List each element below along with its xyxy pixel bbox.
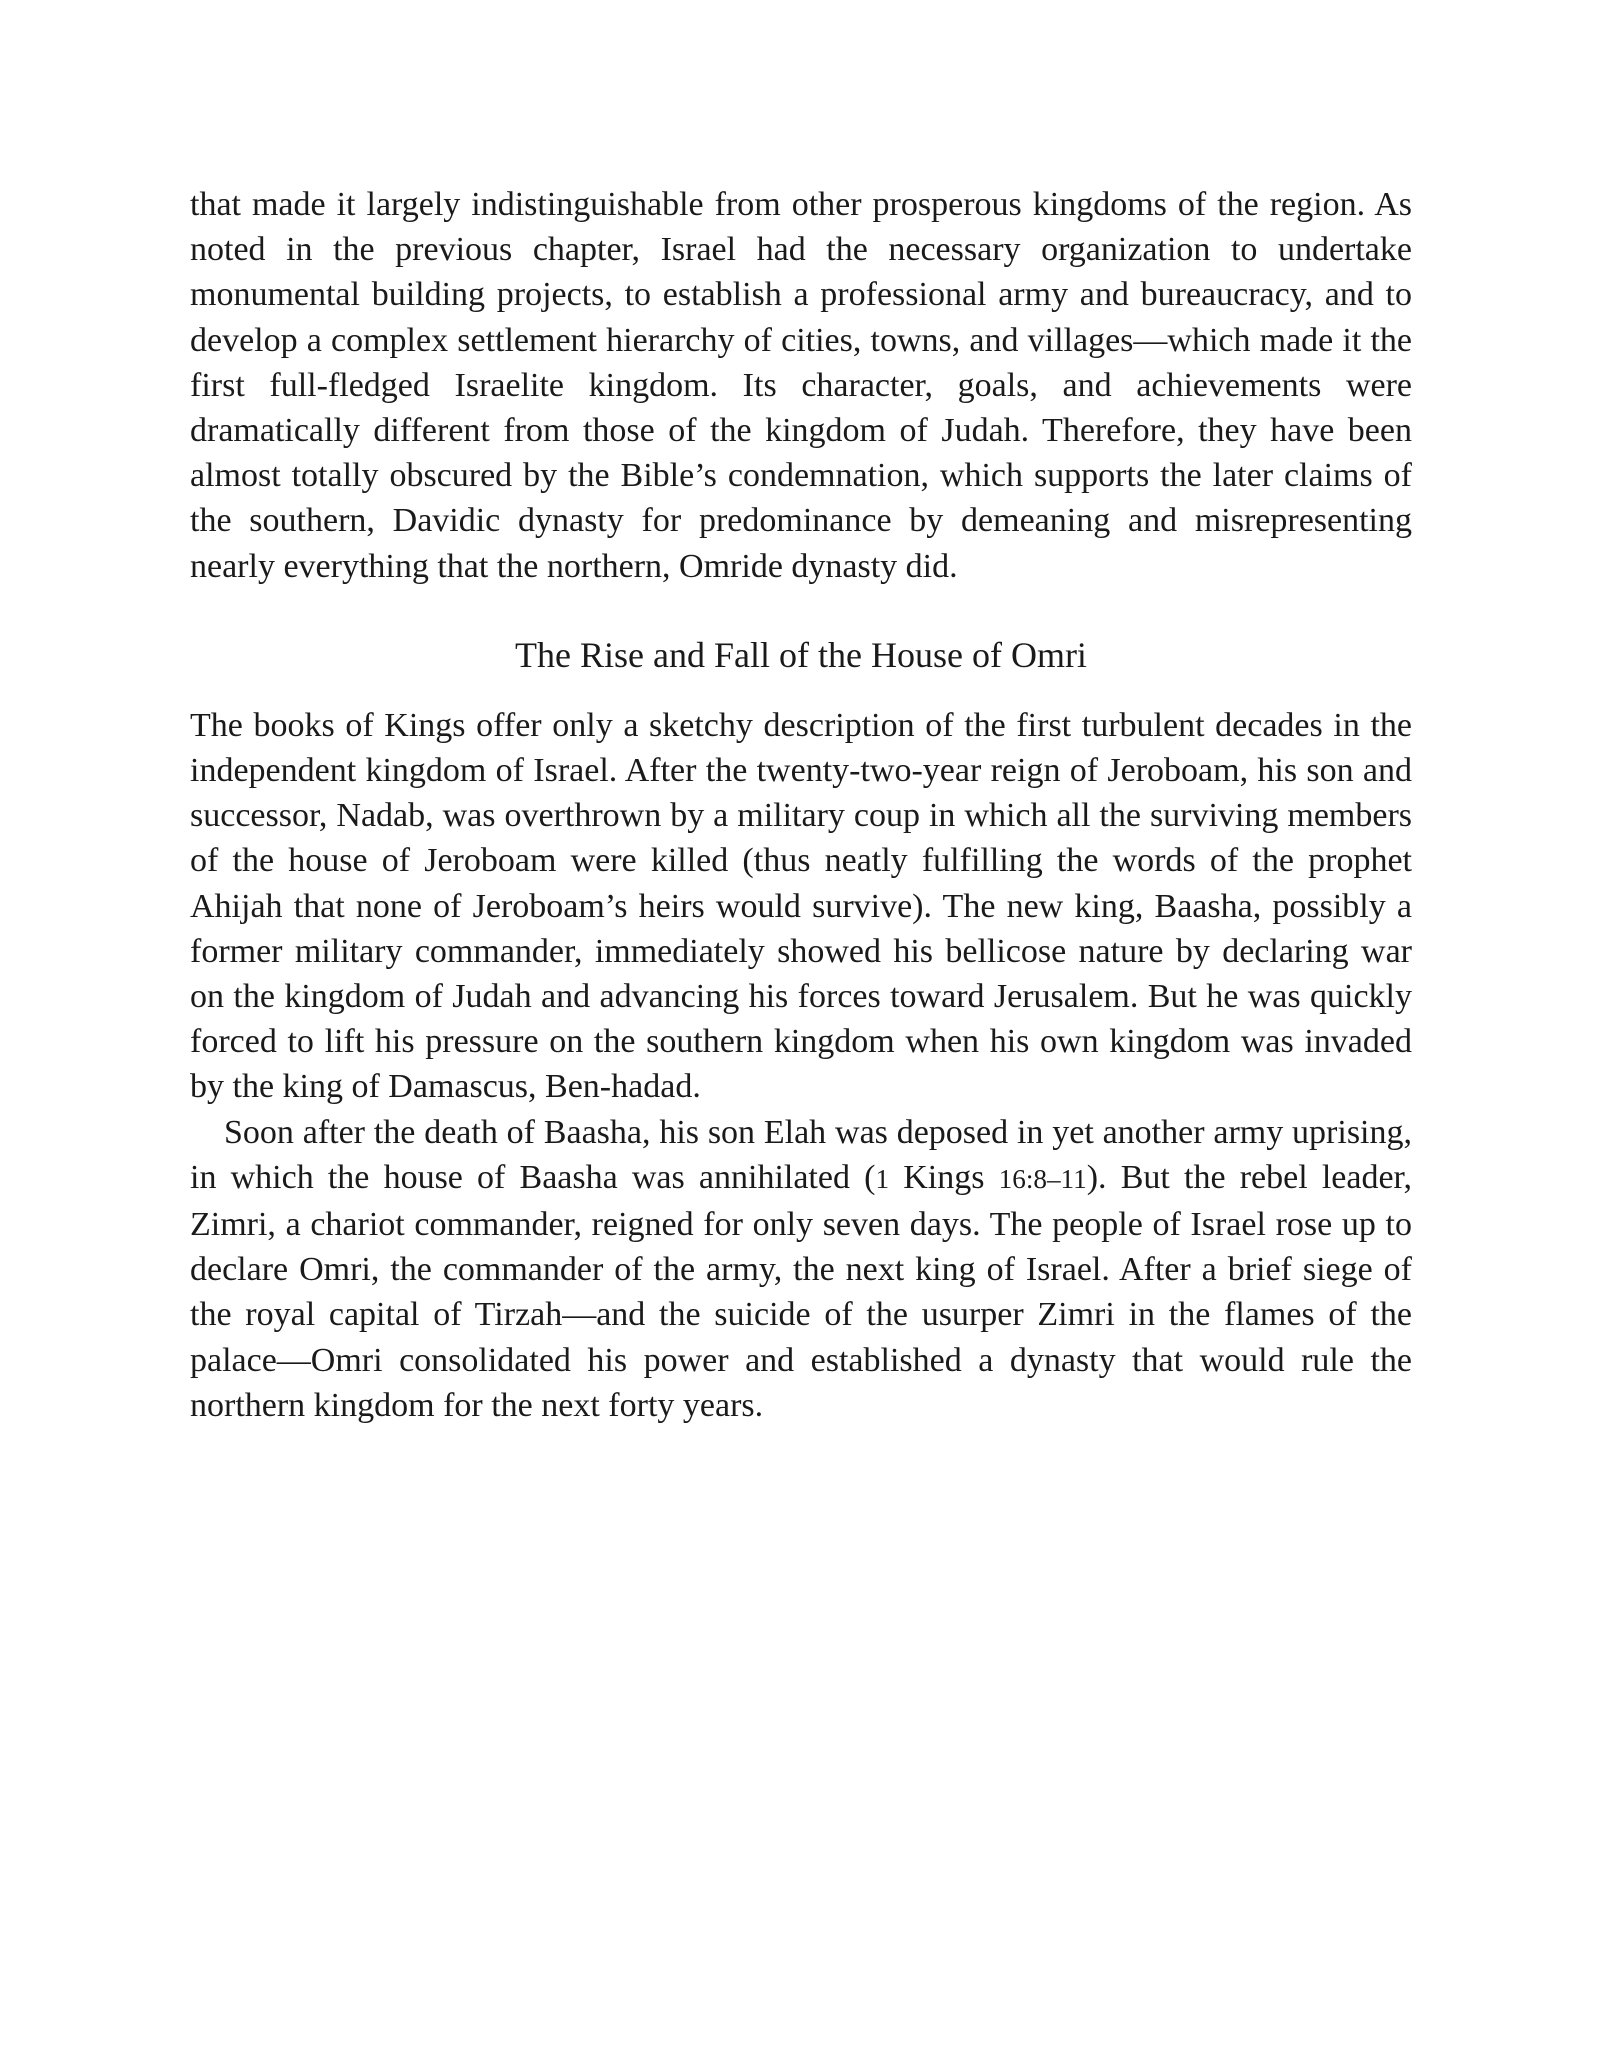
paragraph-baasha-elah-omri	[190, 1110, 1412, 1428]
page-body	[190, 182, 1412, 1428]
section-heading: The Rise and Fall of the House of Omri	[515, 634, 1087, 675]
paragraph-text-before-reference: Soon after the death of Baasha, his son Elah was deposed in yet another army uprising, in which the house of Baasha was annihilated (	[190, 1113, 1412, 1196]
reference-book-name: Kings	[889, 1158, 999, 1196]
reference-verses: 16:8–11	[998, 1163, 1087, 1194]
paragraph-kings-description: The books of Kings offer only a sketchy description of the first turbulent decades in the independent kingdom of Israel. After the twenty-two-year reign of Jeroboam, his son and successor, Nadab, was overthrown by a military coup in which all the surviving members of the house of Jeroboam were killed (thus neatly fulfilling the words of the prophet Ahijah that none of Jeroboam’s heirs would survive). The new king, Baasha, possibly a former military commander, immediately showed his bellicose nature by declaring war on the kingdom of Judah and advancing his forces toward Jerusalem. But he was quickly forced to lift his pressure on the southern kingdom when his own kingdom was invaded by the king of Damascus, Ben-hadad.	[190, 706, 1412, 1106]
reference-book-number: 1	[875, 1163, 890, 1194]
paragraph-text-after-reference: ). But the rebel leader, Zimri, a chariot commander, reigned for only seven days. The people of Israel rose up to declare Omri, the commander of the army, the next king of Israel. After a brief siege of the royal capital of Tirzah—and the suicide of the usurper Zimri in the flames of the palace—Omri consolidated his power and established a dynasty that would rule the northern kingdom for the next forty years.	[190, 1158, 1412, 1424]
paragraph-continuation: that made it largely indistinguishable from other prosperous kingdoms of the region. As noted in the previous chapter, Israel had the necessary organization to undertake monumental building projects, to establish a professional army and bureaucracy, and to develop a complex settlement hierarchy of cities, towns, and villages—which made it the first full-fledged Israelite kingdom. Its character, goals, and achievements were dramatically different from those of the kingdom of Judah. Therefore, they have been almost totally obscured by the Bible’s condemnation, which supports the later claims of the southern, Davidic dynasty for predominance by demeaning and misrepresenting nearly everything that the northern, Omride dynasty did.	[190, 186, 1412, 585]
